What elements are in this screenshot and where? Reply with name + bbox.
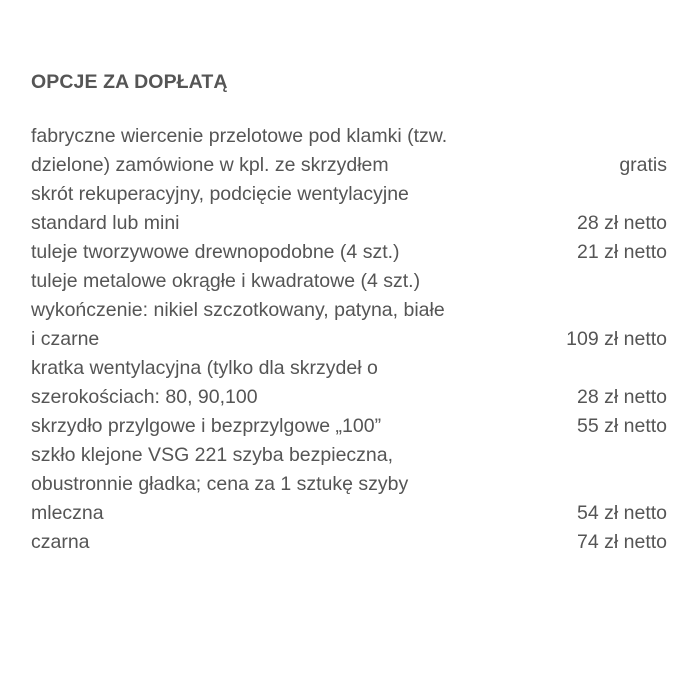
option-row: [31, 412, 667, 441]
option-description: tuleje tworzywowe drewnopodobne (4 szt.): [31, 241, 400, 263]
option-price: 54 zł netto: [577, 502, 667, 524]
section-heading: OPCJE ZA DOPŁATĄ: [31, 71, 228, 93]
option-price: gratis: [619, 154, 667, 176]
option-price: 55 zł netto: [577, 415, 667, 437]
options-table: [31, 122, 667, 557]
option-row: [31, 238, 667, 267]
option-price: 74 zł netto: [577, 531, 667, 553]
option-row: [31, 441, 667, 528]
option-row: [31, 122, 667, 180]
option-row: [31, 528, 667, 557]
option-description: skrót rekuperacyjny, podcięcie wentylacyjne standard lub mini: [31, 183, 409, 234]
option-description: fabryczne wiercenie przelotowe pod klamki (tzw. dzielone) zamówione w kpl. ze skrzydłem: [31, 125, 448, 176]
option-price: 28 zł netto: [577, 386, 667, 408]
option-price: 28 zł netto: [577, 212, 667, 234]
option-row: [31, 354, 667, 412]
option-row: [31, 267, 667, 354]
option-description: skrzydło przylgowe i bezprzylgowe „100”: [31, 415, 382, 437]
option-price: 21 zł netto: [577, 241, 667, 263]
price-list-section: [31, 68, 667, 557]
option-description: tuleje metalowe okrągłe i kwadratowe (4 szt.) wykończenie: nikiel szczotkowany, patyna, białe i czarne: [31, 270, 445, 350]
option-row: [31, 180, 667, 238]
option-description: kratka wentylacyjna (tylko dla skrzydeł o szerokościach: 80, 90,100: [31, 357, 378, 408]
option-description: szkło klejone VSG 221 szyba bezpieczna, obustronnie gładka; cena za 1 sztukę szyby mleczna: [31, 444, 409, 524]
option-description: czarna: [31, 531, 90, 553]
option-price: 109 zł netto: [566, 328, 667, 350]
